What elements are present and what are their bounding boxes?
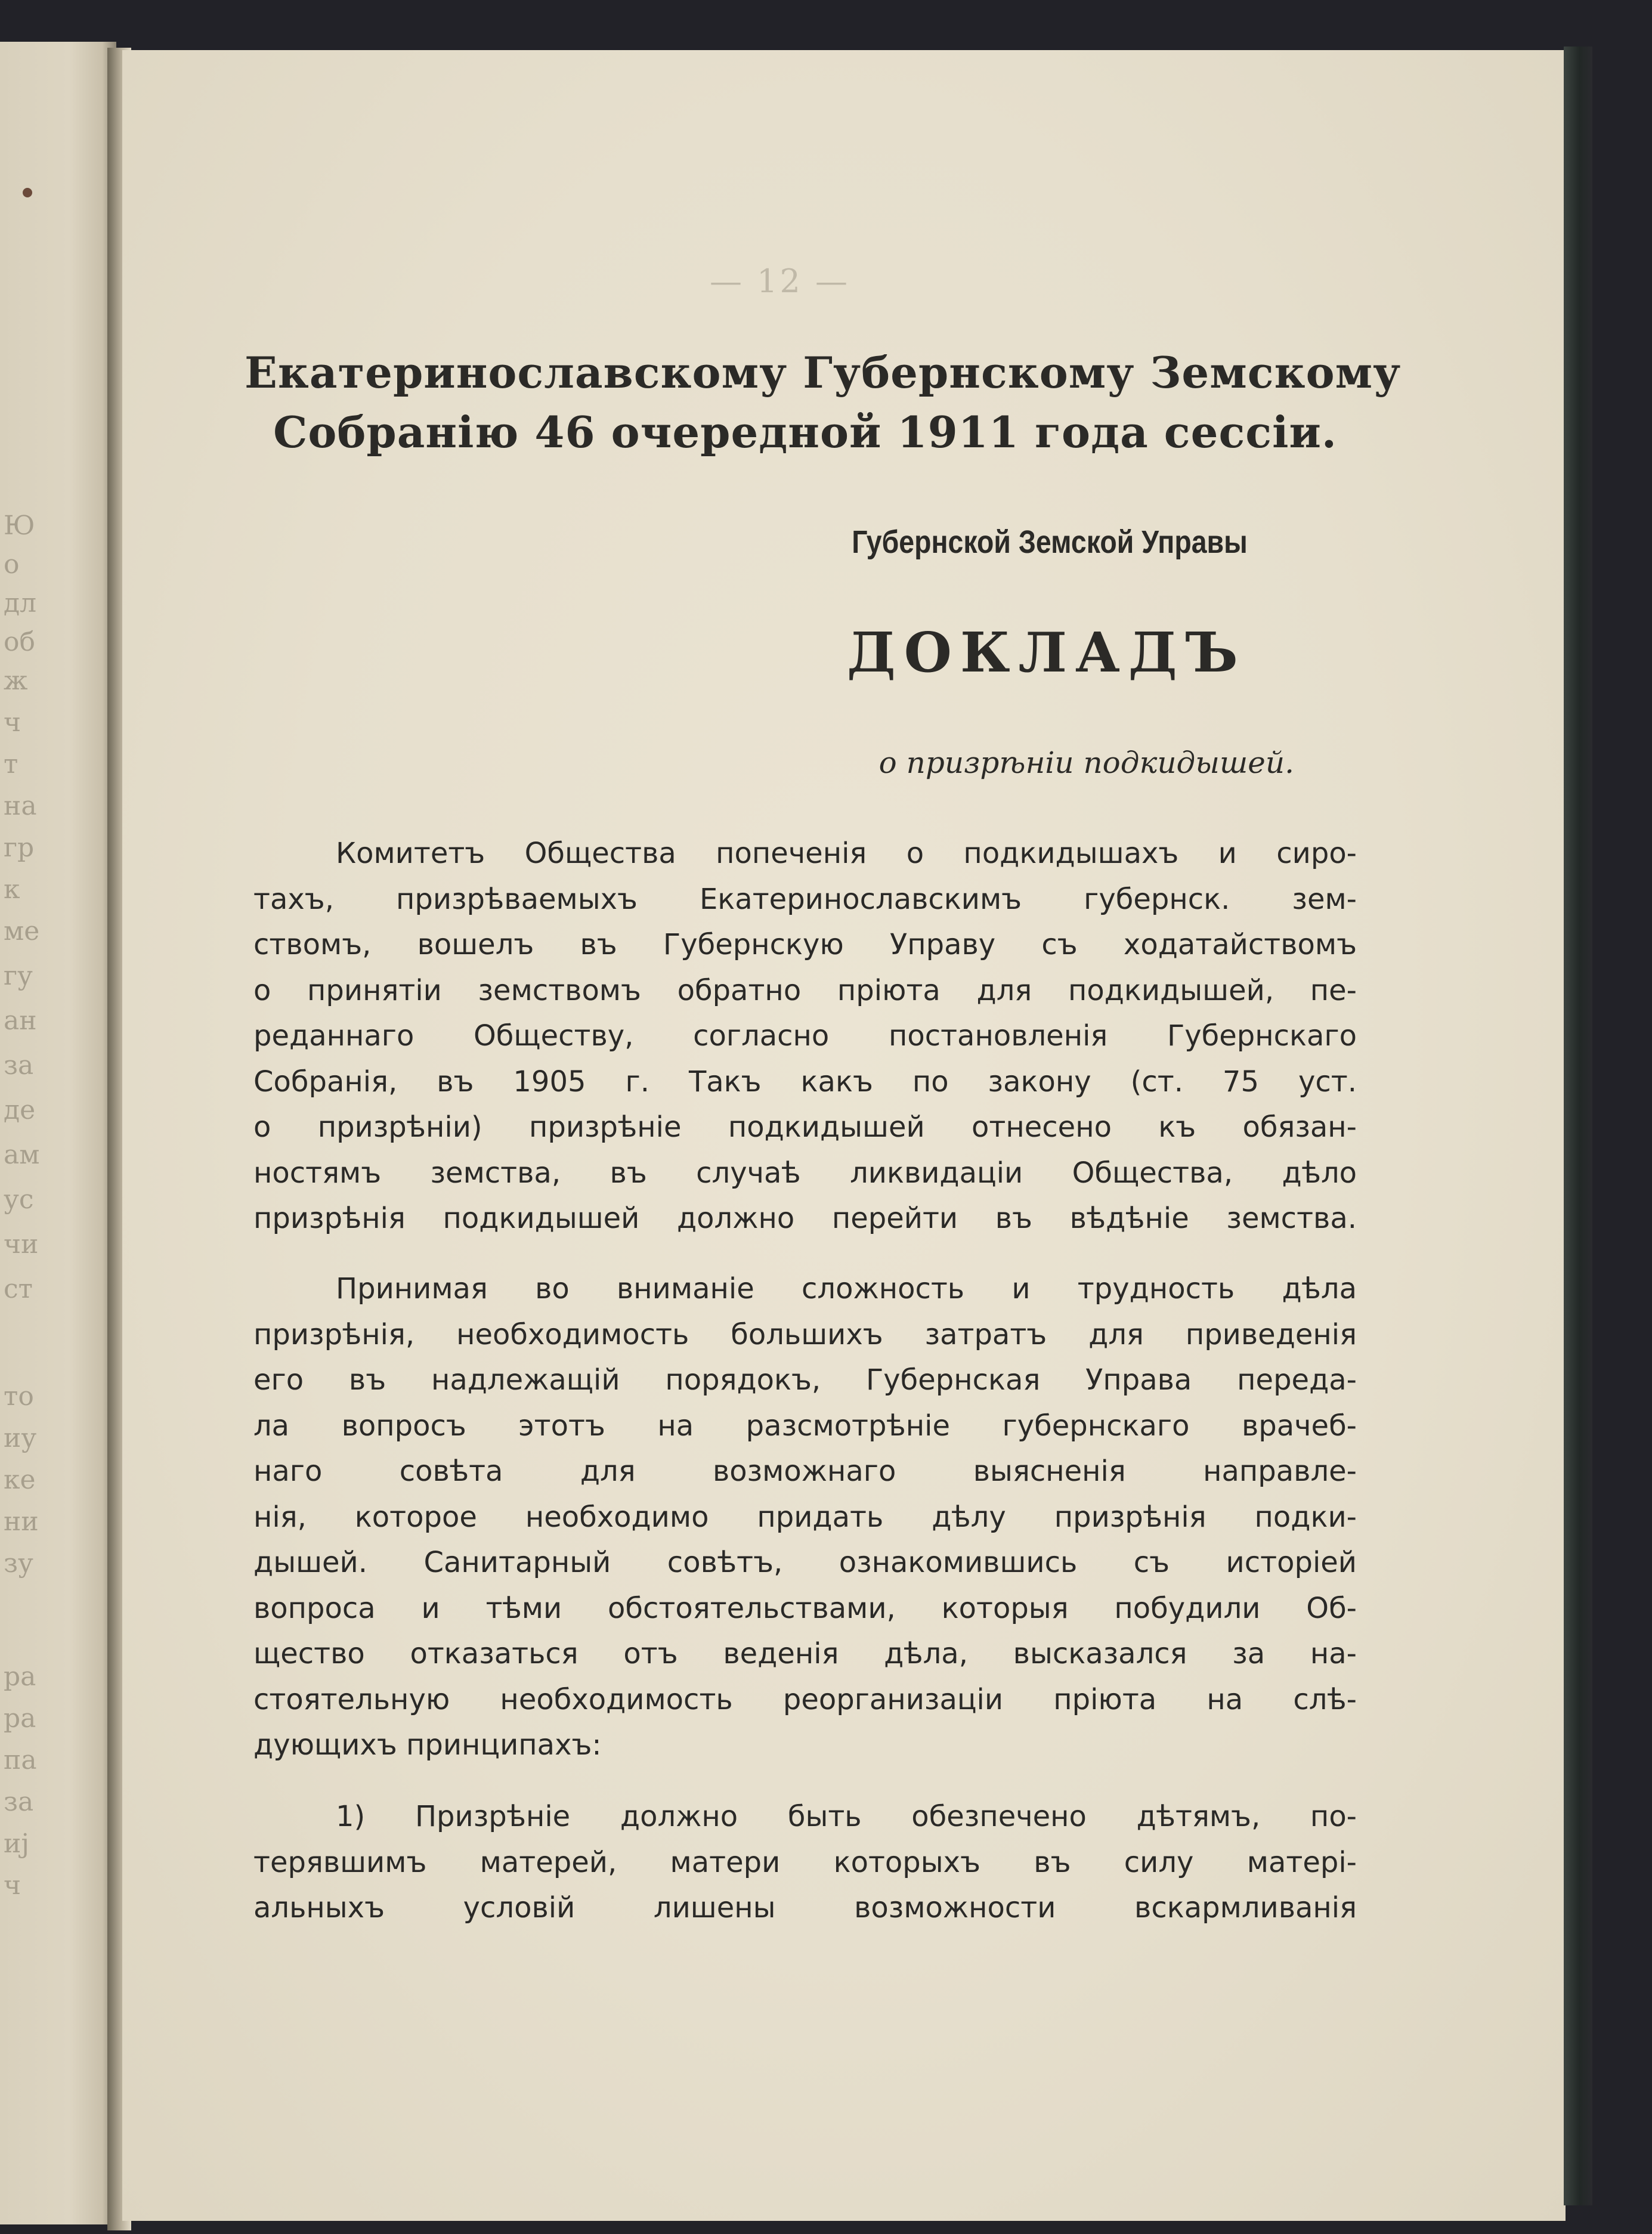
text-line: призрѣнія подкидышей должно перейти въ вѣдѣніе земства. xyxy=(253,1202,1357,1235)
text-line: его въ надлежащій порядокъ, Губернская Управа переда- xyxy=(253,1363,1357,1397)
left-page-fragment: ни xyxy=(4,1506,39,1537)
paragraph-3 xyxy=(253,1794,1357,1931)
left-page-fragment: ч xyxy=(4,707,21,738)
text-line: призрѣнія, необходимость большихъ затратъ для приведенія xyxy=(253,1317,1357,1351)
left-page-fragment: гу xyxy=(4,961,33,991)
left-page-fragment: ж xyxy=(4,666,28,696)
text-line: ностямъ земства, въ случаѣ ликвидаціи Общества, дѣло xyxy=(253,1156,1357,1190)
left-page-fragment: за xyxy=(4,1050,34,1081)
text-line: Собранія, въ 1905 г. Такъ какъ по закону (ст. 75 уст. xyxy=(253,1065,1357,1099)
paragraph-2 xyxy=(253,1266,1357,1768)
document-subtitle: Губернской Земской Управы xyxy=(852,524,1248,560)
left-page-fragment: за xyxy=(4,1787,34,1817)
document-title xyxy=(245,343,1402,462)
text-line: нія, которое необходимо придать дѣлу призрѣнія подки- xyxy=(253,1500,1357,1534)
left-page-fragment: ме xyxy=(4,916,40,946)
text-line: Комитетъ Общества попеченія о подкидышахъ и сиро- xyxy=(336,837,1357,870)
text-line: терявшимъ матерей, матери которыхъ въ силу матері- xyxy=(253,1845,1357,1879)
document-topic: о призрѣніи подкидышей. xyxy=(878,745,1294,780)
left-page-fragment: ч xyxy=(4,1870,21,1901)
text-line: альныхъ условій лишены возможности вскармливанія xyxy=(253,1891,1357,1924)
text-line: 1) Призрѣніе должно быть обезпечено дѣтямъ, по- xyxy=(336,1800,1357,1833)
text-line: ла вопросъ этотъ на разсмотрѣніе губернскаго врачеб- xyxy=(253,1409,1357,1443)
title-line: Собранію 46 очередной 1911 года сессіи. xyxy=(273,407,1337,457)
text-line: наго совѣта для возможнаго выясненія направле- xyxy=(253,1455,1357,1488)
left-page-fragment: ра xyxy=(4,1703,36,1734)
left-page-fragment: т xyxy=(4,749,18,779)
text-line: Принимая во вниманіе сложность и трудность дѣла xyxy=(336,1272,1357,1305)
left-page-fragment: чи xyxy=(4,1229,39,1260)
left-page-fragment: ус xyxy=(4,1184,34,1215)
left-page-fragment: иј xyxy=(4,1828,29,1859)
left-page-fragment: то xyxy=(4,1381,34,1412)
left-page-fragment: об xyxy=(4,627,35,657)
left-page-fragment: ст xyxy=(4,1274,33,1304)
text-line: о призрѣніи) призрѣніе подкидышей отнесено къ обязан- xyxy=(253,1110,1357,1144)
text-line: щество отказаться отъ веденія дѣла, высказался за на- xyxy=(253,1637,1357,1670)
left-page-fragment: ра xyxy=(4,1661,36,1692)
text-line: дышей. Санитарный совѣтъ, ознакомившись съ исторіей xyxy=(253,1546,1357,1579)
paragraph-1 xyxy=(253,831,1357,1242)
text-line: о принятіи земствомъ обратно пріюта для подкидышей, пе- xyxy=(253,973,1357,1007)
left-page-fragment: к xyxy=(4,874,20,905)
left-page-fragment: иу xyxy=(4,1423,37,1453)
left-page-fragment: зу xyxy=(4,1548,33,1579)
left-page-fragment: ке xyxy=(4,1465,36,1495)
text-line: стоятельную необходимость реорганизаціи пріюта на слѣ- xyxy=(253,1682,1357,1716)
ink-spot xyxy=(23,188,32,197)
left-page-fragment: де xyxy=(4,1095,36,1125)
left-page-fragment: ан xyxy=(4,1005,37,1036)
left-page-fragment: ам xyxy=(4,1140,40,1170)
title-line: Екатеринославскому Губернскому Земскому xyxy=(245,347,1402,398)
left-page-fragment: о xyxy=(4,549,20,580)
left-page-edge xyxy=(0,42,116,2224)
text-line: реданнаго Обществу, согласно постановленія Губернскаго xyxy=(253,1019,1357,1053)
left-page-fragment: на xyxy=(4,791,37,821)
document-heading: ДОКЛАДЪ xyxy=(847,620,1246,685)
text-line: вопроса и тѣми обстоятельствами, которыя побудили Об- xyxy=(253,1591,1357,1625)
page-number: — 12 — xyxy=(710,262,850,300)
page-edge-shadow xyxy=(1564,47,1592,2205)
left-page-fragment: па xyxy=(4,1745,37,1775)
text-line: ствомъ, вошелъ въ Губернскую Управу съ ходатайствомъ xyxy=(253,928,1357,961)
left-page-fragment: гр xyxy=(4,833,35,863)
text-line: тахъ, призрѣваемыхъ Екатеринославскимъ губернск. зем- xyxy=(253,882,1357,916)
left-page-fragment: Ю xyxy=(4,510,35,541)
left-page-fragment: дл xyxy=(4,588,37,618)
text-line: дующихъ принципахъ: xyxy=(253,1728,602,1762)
